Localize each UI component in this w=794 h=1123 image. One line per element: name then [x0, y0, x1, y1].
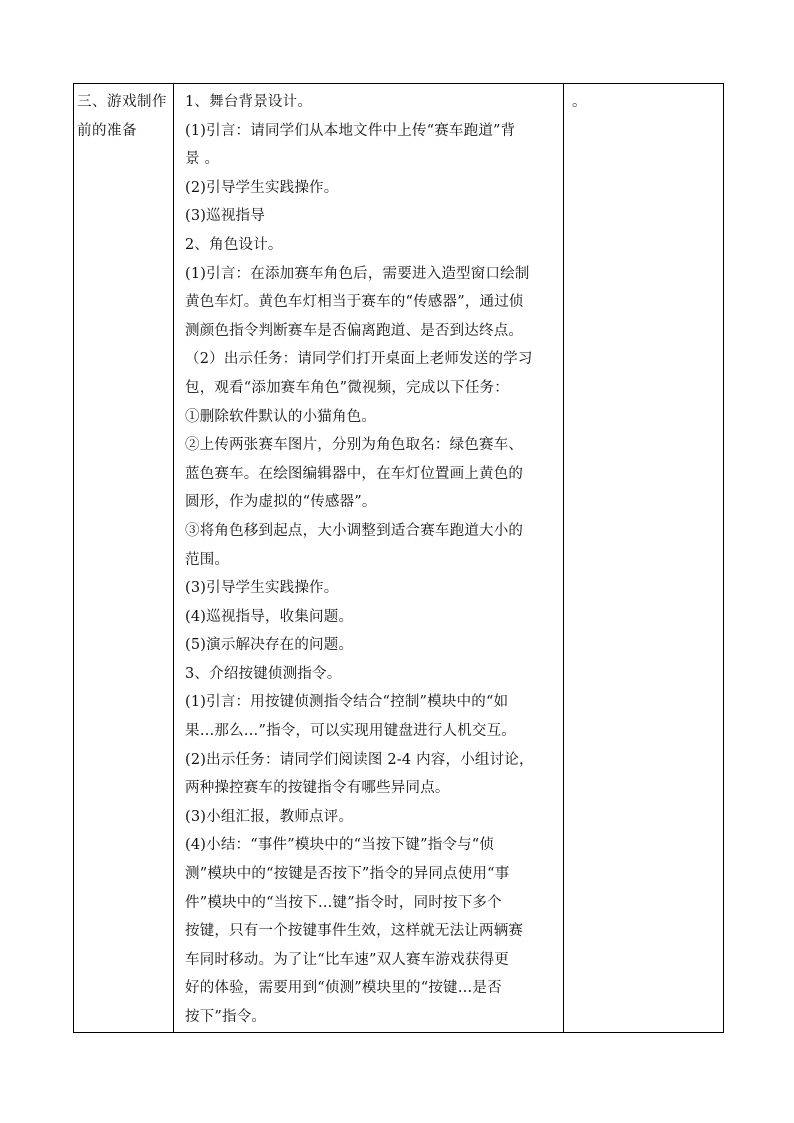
- notes-cell: [564, 84, 724, 1033]
- content-line: 件”模块中的“当按下…键”指令时，同时按下多个: [185, 894, 502, 911]
- content-line: 按键，只有一个按键事件生效，这样就无法让两辆赛: [185, 923, 524, 940]
- content-line: (3)巡视指导: [185, 208, 265, 225]
- content-line: ②上传两张赛车图片，分别为角色取名：绿色赛车、: [185, 437, 524, 454]
- content-line: 2、角色设计。: [185, 236, 283, 253]
- content-line: 圆形，作为虚拟的“传感器”。: [185, 494, 377, 511]
- content-line: (5)演示解决存在的问题。: [185, 637, 354, 654]
- content-line: 测颜色指令判断赛车是否偏离跑道、是否到达终点。: [185, 322, 524, 339]
- content-line: 果…那么…”指令，可以实现用键盘进行人机交互。: [185, 723, 517, 740]
- content-line: 包，观看“添加赛车角色”微视频，完成以下任务：: [185, 379, 509, 396]
- content-line: 测”模块中的“按键是否按下”指令的异同点使用“事: [185, 866, 510, 883]
- table-row: [74, 84, 724, 1033]
- stage-cell: [74, 84, 174, 1033]
- content-line: 蓝色赛车。在绘图编辑器中，在车灯位置画上黄色的: [185, 465, 524, 482]
- content-line: (1)引言：在添加赛车角色后，需要进入造型窗口绘制: [185, 265, 530, 282]
- content-line: (2)出示任务：请同学们阅读图 2-4 内容，小组讨论，: [185, 751, 534, 768]
- stage-label: 三、游戏制作前的准备: [77, 94, 167, 139]
- content-line: (3)小组汇报，教师点评。: [185, 808, 354, 825]
- content-line: ①删除软件默认的小猫角色。: [185, 408, 377, 425]
- content-line: (3)引导学生实践操作。: [185, 580, 339, 597]
- content-lines: [185, 88, 560, 1032]
- content-line: (1)引言：用按键侦测指令结合“控制”模块中的“如: [185, 694, 509, 711]
- content-line: （2）出示任务：请同学们打开桌面上老师发送的学习: [185, 351, 533, 368]
- content-line: 3、介绍按键侦测指令。: [185, 665, 342, 682]
- content-line: 好的体验，需要用到“侦测”模块里的“按键…是否: [185, 980, 502, 997]
- content-cell: [174, 84, 564, 1033]
- content-line: 景 。: [185, 151, 220, 168]
- content-line: 黄色车灯。黄色车灯相当于赛车的“传感器”，通过侦: [185, 294, 524, 311]
- notes-text: 。: [572, 94, 587, 110]
- lesson-plan-table: [73, 83, 724, 1033]
- content-line: 按下”指令。: [185, 1009, 267, 1025]
- content-line: ③将角色移到起点，大小调整到适合赛车跑道大小的: [185, 522, 524, 539]
- content-line: (2)引导学生实践操作。: [185, 179, 339, 196]
- content-line: 范围。: [185, 551, 230, 568]
- content-line: 两种操控赛车的按键指令有哪些异同点。: [185, 780, 450, 797]
- content-line: 1、舞台背景设计。: [185, 94, 313, 110]
- content-line: (1)引言：请同学们从本地文件中上传“赛车跑道”背: [185, 122, 516, 139]
- content-line: 车同时移动。为了让“比车速”双人赛车游戏获得更: [185, 951, 509, 968]
- content-line: (4)小结：“事件”模块中的“当按下键”指令与“侦: [185, 837, 495, 854]
- content-line: (4)巡视指导，收集问题。: [185, 608, 354, 625]
